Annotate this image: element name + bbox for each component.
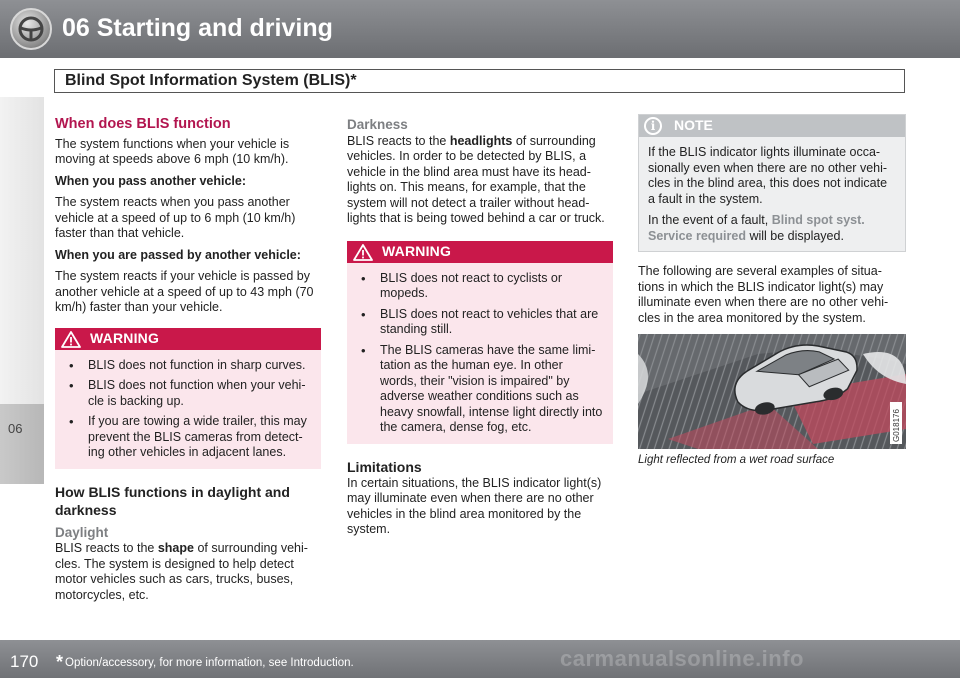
note-title: NOTE <box>674 117 713 133</box>
heading-daylight-darkness: How BLIS functions in daylight and darkness <box>55 483 290 518</box>
column-3 <box>638 114 906 475</box>
fault-message: Blind spot syst. Service required <box>648 213 865 243</box>
passed-paragraph: The system reacts if your vehicle is passed by another vehicle at a speed of up to 43 mph (70 km/h) faster than your vehicle. <box>55 269 314 314</box>
note-box <box>638 114 906 252</box>
note-body <box>639 137 905 251</box>
car-rain-illustration <box>638 334 906 449</box>
page-header <box>0 0 960 97</box>
section-title-box <box>54 69 905 93</box>
page-footer <box>0 640 960 678</box>
wet-road-illustration <box>638 334 906 449</box>
chapter-side-tab-marker <box>0 404 44 484</box>
warning-header <box>347 241 613 263</box>
column-2 <box>347 114 613 544</box>
info-icon: i <box>644 117 662 135</box>
warning-triangle-icon <box>353 244 373 261</box>
figure-caption: Light reflected from a wet road surface <box>638 454 835 466</box>
note-paragraph-2: In the event of a fault, Blind spot syst. Service required will be displayed. <box>648 213 865 243</box>
side-tab-label: 06 <box>8 421 23 436</box>
footnote <box>56 650 354 671</box>
daylight-bold: shape <box>157 541 194 555</box>
subheading-darkness: Darkness <box>347 117 408 132</box>
warning-box-2 <box>347 241 613 444</box>
examples-paragraph: The following are several examples of situa-tions in which the BLIS indicator light(s) may illuminate even when there are no other vehi-cles in the area monitored by the system. <box>638 264 889 325</box>
warning-title: WARNING <box>90 329 160 346</box>
warning-header <box>55 328 321 350</box>
subheading-daylight: Daylight <box>55 524 109 540</box>
section-title: Blind Spot Information System (BLIS)* <box>65 72 357 89</box>
warning-list <box>347 263 613 444</box>
list-item: • BLIS does not react to cyclists or mopeds. <box>357 271 603 302</box>
page-number: 170 <box>10 652 39 671</box>
warning-triangle-icon <box>61 331 81 348</box>
footnote-text: Option/accessory, for more information, see Introduction. <box>65 657 354 669</box>
note-paragraph-1: If the BLIS indicator lights illuminate occa-sionally even when there are no other vehi-cles in the blind area, this does not indicate a fault in the system. <box>648 145 888 206</box>
chapter-title: 06 Starting and driving <box>62 14 333 42</box>
list-item: • If you are towing a wide trailer, this may prevent the BLIS cameras from detect-ing other vehicles in adjacent lanes. <box>65 414 311 461</box>
list-item: • The BLIS cameras have the same limi-tation as the human eye. In other words, their "vision is impaired" by adverse weather conditions such as heavy snowfall, intense light directly into the camera, dense fog, etc. <box>357 343 603 436</box>
footnote-star: * <box>56 652 64 672</box>
pass-paragraph: The system reacts when you pass another vehicle at a speed of up to 6 mph (10 km/h) faster than that vehicle. <box>55 195 296 240</box>
warning-box-1 <box>55 328 321 469</box>
list-item: • BLIS does not function in sharp curves. <box>65 358 311 374</box>
darkness-paragraph: BLIS reacts to the headlights of surrounding vehicles. In order to be detected by BLIS, a vehicle in the blind area must have its head-lights on. This means, for example, that the system will not detect a trailer without head-lights that is being towed behind a car or truck. <box>347 133 605 225</box>
watermark: carmanualsonline.info <box>560 646 804 671</box>
heading-when-blis-functions: When does BLIS function <box>55 116 231 132</box>
pass-label: When you pass another vehicle: <box>55 173 247 188</box>
list-item: • BLIS does not function when your vehi-cle is backing up. <box>65 378 311 409</box>
warning-title: WARNING <box>382 242 452 259</box>
note-header <box>639 115 905 137</box>
column-1 <box>55 114 321 609</box>
warning-list <box>55 350 321 469</box>
list-item: • BLIS does not react to vehicles that are standing still. <box>357 307 603 338</box>
darkness-bold: headlights <box>449 133 513 148</box>
limitations-paragraph: In certain situations, the BLIS indicator light(s) may illuminate even when there are no other vehicles in the blind area monitored by the system. <box>347 475 602 536</box>
volvo-steering-wheel-icon <box>10 8 52 50</box>
heading-limitations: Limitations <box>347 458 422 475</box>
figure-id: G018176 <box>892 409 901 442</box>
passed-label: When you are passed by another vehicle: <box>55 247 301 262</box>
daylight-paragraph: BLIS reacts to the shape of surrounding vehi-cles. The system is designed to help detect motor vehicles such as cars, trucks, buses, motorcycles, etc. <box>55 541 308 602</box>
intro-paragraph: The system functions when your vehicle is moving at speeds above 6 mph (10 km/h). <box>55 136 290 166</box>
